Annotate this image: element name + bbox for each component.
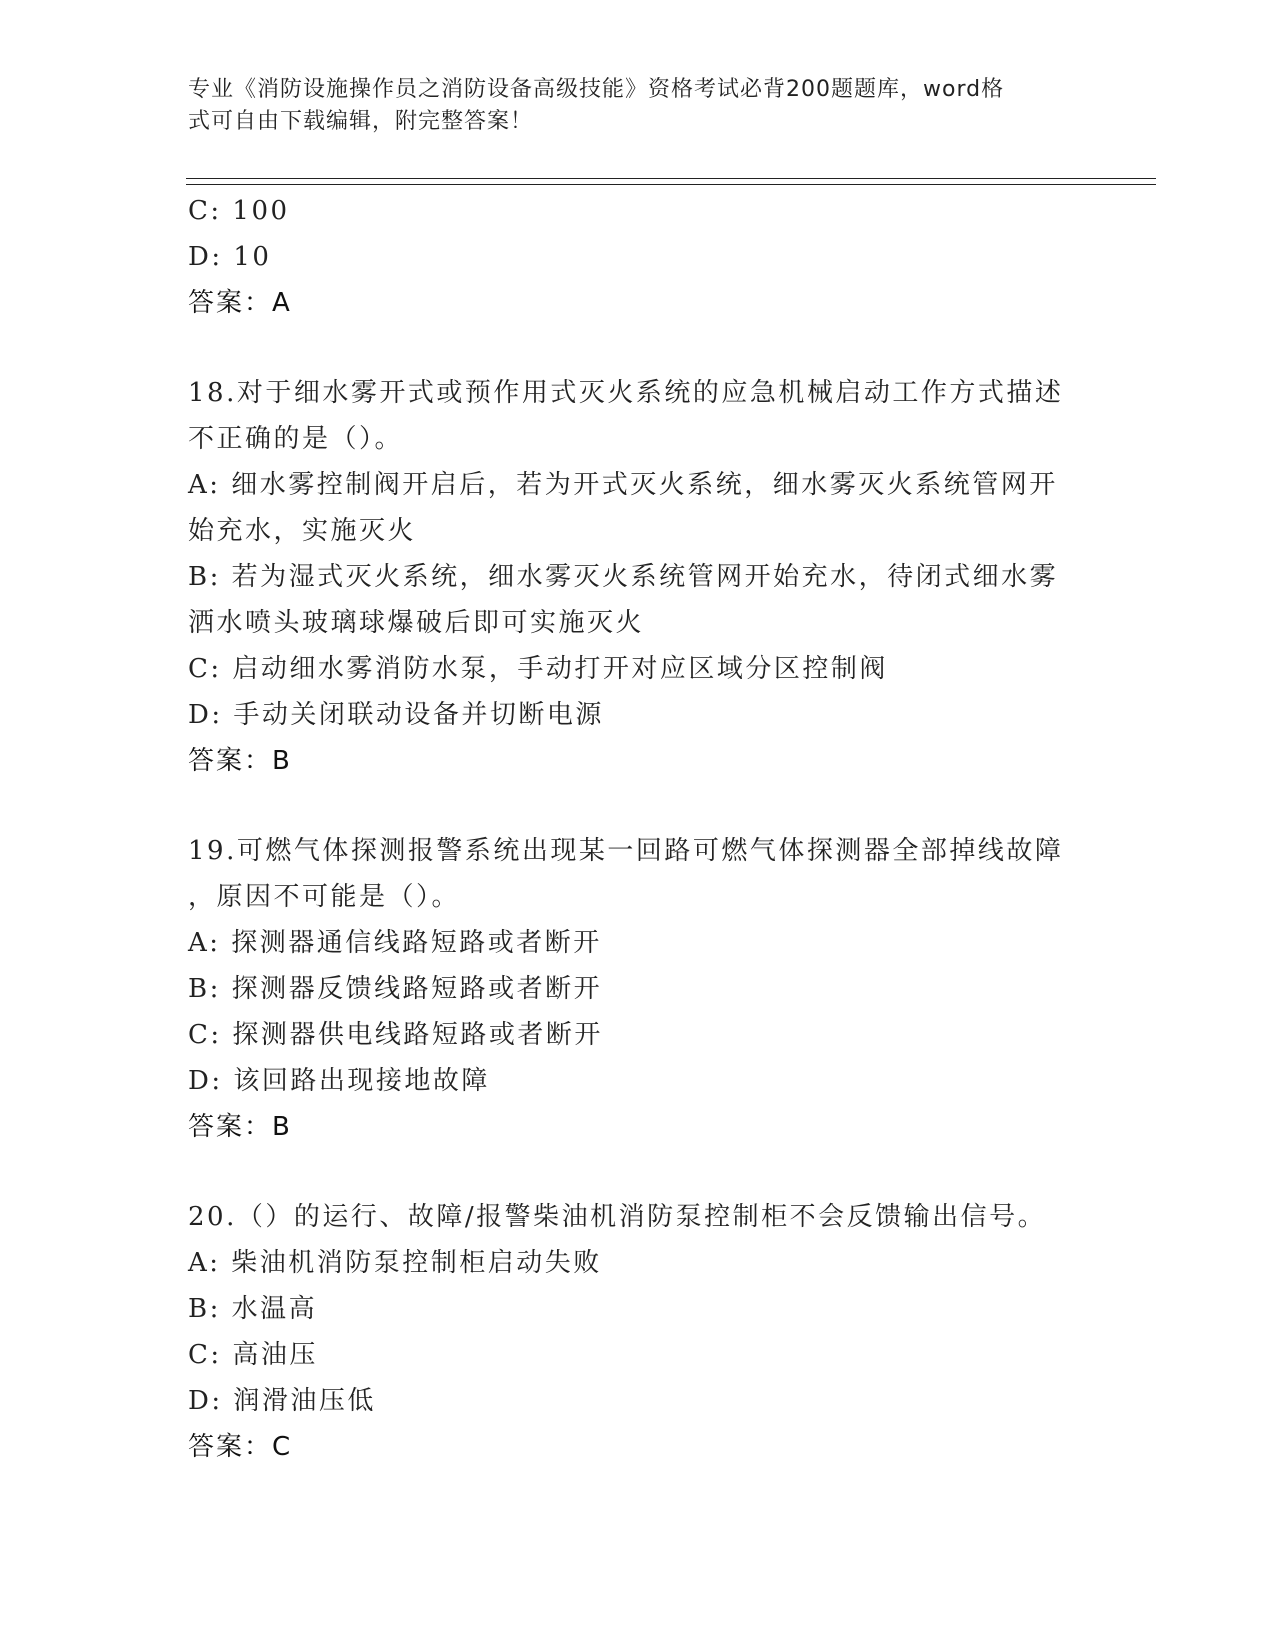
page-header [188, 74, 1068, 138]
question-content [188, 188, 1088, 1470]
answer-line: 答案：A [188, 288, 292, 318]
header-line-1: 专业《消防设施操作员之消防设备高级技能》资格考试必背200题题库，word格 [188, 77, 1005, 102]
option-c: C: 100 [188, 196, 290, 226]
option-c: C: 高油压 [188, 1340, 318, 1370]
question-stem-cont: ，原因不可能是（）。 [188, 882, 461, 912]
option-d: D: 该回路出现接地故障 [188, 1066, 490, 1096]
option-d: D: 10 [188, 242, 272, 272]
option-a: A: 柴油机消防泵控制柜启动失败 [188, 1248, 602, 1278]
option-c: C: 启动细水雾消防水泵，手动打开对应区域分区控制阀 [188, 654, 888, 684]
option-d: D: 润滑油压低 [188, 1386, 376, 1416]
option-b: B: 若为湿式灭火系统，细水雾灭火系统管网开始充水，待闭式细水雾 [188, 562, 1059, 592]
question-20 [188, 1194, 1088, 1470]
option-a: A: 探测器通信线路短路或者断开 [188, 928, 602, 958]
question-stem: 20.（）的运行、故障/报警柴油机消防泵控制柜不会反馈输出信号。 [188, 1202, 1047, 1232]
answer-line: 答案：C [188, 1432, 293, 1462]
option-b: B: 水温高 [188, 1294, 318, 1324]
option-d: D: 手动关闭联动设备并切断电源 [188, 700, 604, 730]
header-rule-bottom [186, 184, 1156, 185]
question-stem: 18.对于细水雾开式或预作用式灭火系统的应急机械启动工作方式描述 [188, 378, 1064, 408]
option-a-cont: 始充水，实施灭火 [188, 516, 417, 546]
question-17-tail [188, 188, 1088, 326]
option-b-cont: 洒水喷头玻璃球爆破后即可实施灭火 [188, 608, 645, 638]
header-line-2: 式可自由下载编辑，附完整答案！ [188, 109, 534, 134]
answer-line: 答案：B [188, 746, 292, 776]
question-18 [188, 370, 1088, 784]
answer-line: 答案：B [188, 1112, 292, 1142]
question-stem: 19.可燃气体探测报警系统出现某一回路可燃气体探测器全部掉线故障 [188, 836, 1064, 866]
option-b: B: 探测器反馈线路短路或者断开 [188, 974, 603, 1004]
question-19 [188, 828, 1088, 1150]
question-stem-cont: 不正确的是（）。 [188, 424, 404, 454]
option-c: C: 探测器供电线路短路或者断开 [188, 1020, 603, 1050]
option-a: A: 细水雾控制阀开启后，若为开式灭火系统，细水雾灭火系统管网开 [188, 470, 1058, 500]
header-rule-top [186, 178, 1156, 179]
